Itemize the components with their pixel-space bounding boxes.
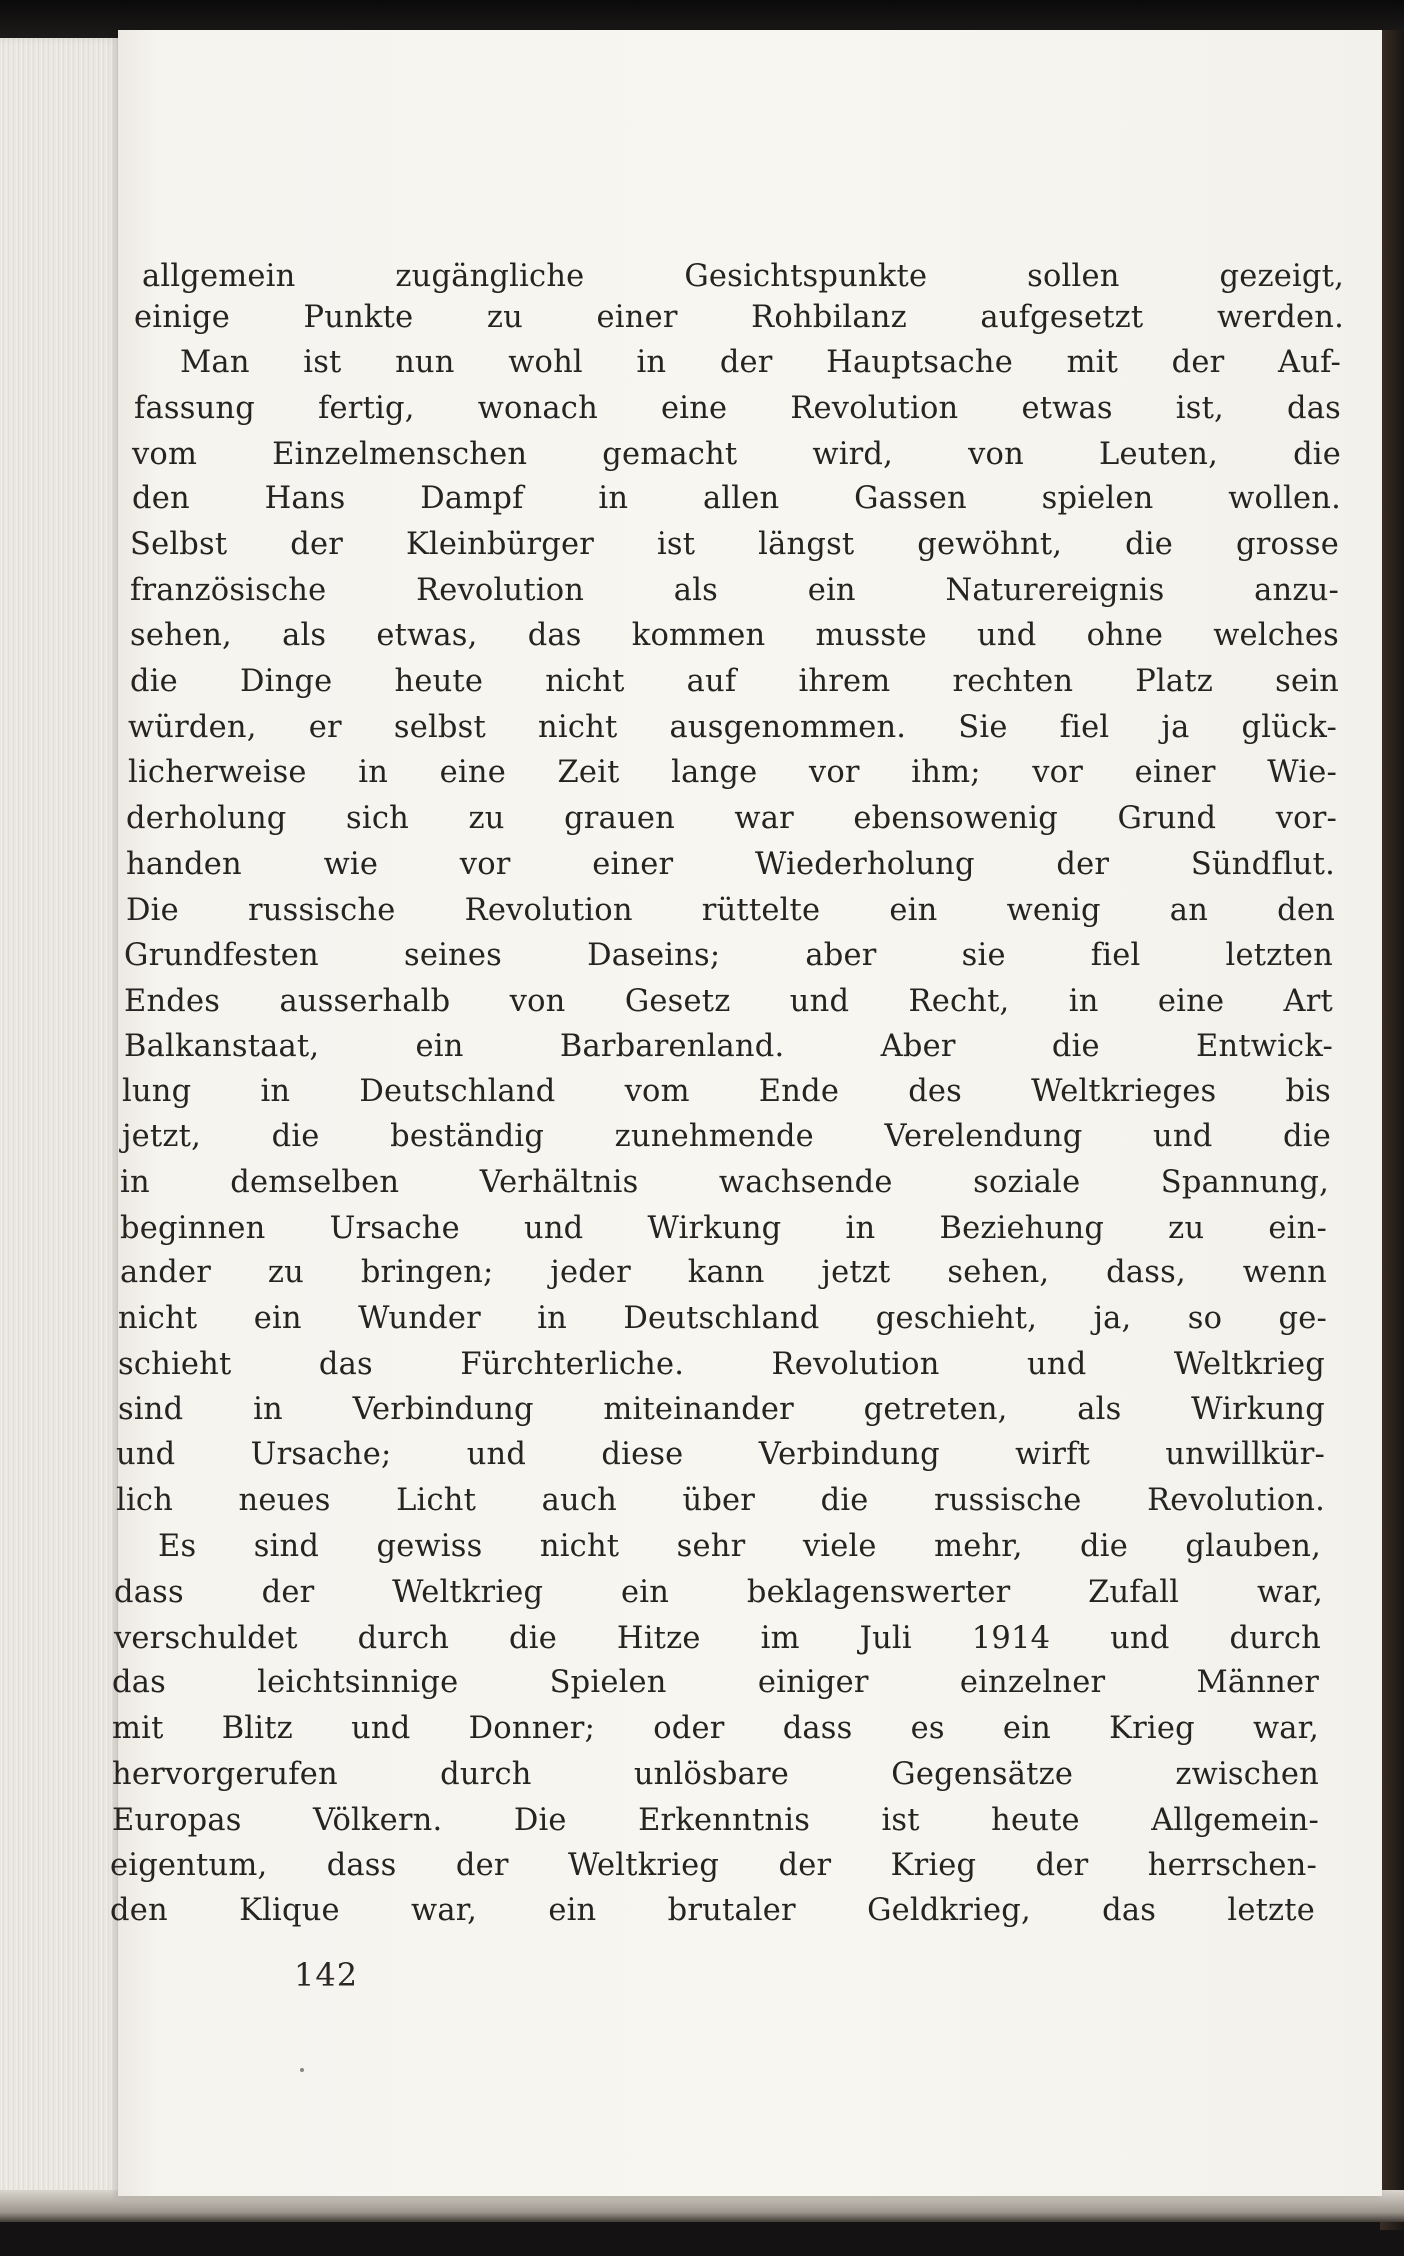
text-line: jetzt, die beständig zunehmende Verelendung und die	[122, 1119, 1331, 1154]
text-line: würden, er selbst nicht ausgenommen. Sie fiel ja glück-	[128, 710, 1337, 745]
text-line: allgemein zugängliche Gesichtspunkte sollen gezeigt,	[142, 259, 1344, 294]
text-line: licherweise in eine Zeit lange vor ihm; vor einer Wie-	[128, 755, 1337, 790]
text-line: die Dinge heute nicht auf ihrem rechten Platz sein	[130, 664, 1339, 699]
text-line: einige Punkte zu einer Rohbilanz aufgesetzt werden.	[134, 300, 1344, 335]
text-line: und Ursache; und diese Verbindung wirft unwillkür-	[116, 1437, 1325, 1472]
text-line: derholung sich zu grauen war ebensowenig Grund vor-	[126, 801, 1337, 836]
text-line: schieht das Fürchterliche. Revolution und Weltkrieg	[118, 1347, 1325, 1382]
text-line: eigentum, dass der Weltkrieg der Krieg der herrschen-	[110, 1848, 1317, 1883]
text-line: Europas Völkern. Die Erkenntnis ist heute Allgemein-	[112, 1803, 1319, 1838]
text-line: Grundfesten seines Daseins; aber sie fiel letzten	[124, 938, 1333, 973]
text-line: Selbst der Kleinbürger ist längst gewöhnt, die grosse	[130, 527, 1339, 562]
text-line: den Hans Dampf in allen Gassen spielen wollen.	[132, 481, 1341, 516]
text-line: nicht ein Wunder in Deutschland geschieht, ja, so ge-	[118, 1301, 1327, 1336]
text-line: lung in Deutschland vom Ende des Weltkrieges bis	[122, 1074, 1331, 1109]
text-line: beginnen Ursache und Wirkung in Beziehung zu ein-	[120, 1211, 1327, 1246]
text-line: Es sind gewiss nicht sehr viele mehr, die glauben,	[158, 1529, 1321, 1564]
dust-speck	[300, 2068, 304, 2072]
text-line: Die russische Revolution rüttelte ein wenig an den	[126, 893, 1335, 928]
stacked-page-edges	[0, 38, 122, 2218]
text-line: fassung fertig, wonach eine Revolution etwas ist, das	[134, 391, 1341, 426]
text-line: in demselben Verhältnis wachsende soziale Spannung,	[120, 1165, 1329, 1200]
text-line: lich neues Licht auch über die russische Revolution.	[116, 1483, 1325, 1518]
text-line: sehen, als etwas, das kommen musste und ohne welches	[130, 618, 1339, 653]
book-cover-edge	[1380, 30, 1404, 2230]
text-line: vom Einzelmenschen gemacht wird, von Leuten, die	[132, 437, 1341, 472]
text-line: sind in Verbindung miteinander getreten, als Wirkung	[118, 1392, 1325, 1427]
text-line: Endes ausserhalb von Gesetz und Recht, in eine Art	[124, 984, 1333, 1019]
text-line: dass der Weltkrieg ein beklagenswerter Zufall war,	[114, 1575, 1323, 1610]
text-line: mit Blitz und Donner; oder dass es ein Krieg war,	[112, 1711, 1319, 1746]
text-line: den Klique war, ein brutaler Geldkrieg, das letzte	[110, 1893, 1315, 1928]
text-line: verschuldet durch die Hitze im Juli 1914 und durch	[114, 1621, 1321, 1656]
text-line: handen wie vor einer Wiederholung der Sündflut.	[126, 847, 1335, 882]
text-line: hervorgerufen durch unlösbare Gegensätze zwischen	[112, 1757, 1319, 1792]
text-line: das leichtsinnige Spielen einiger einzelner Männer	[112, 1665, 1319, 1700]
text-line: Man ist nun wohl in der Hauptsache mit der Auf-	[180, 345, 1341, 380]
text-line: Balkanstaat, ein Barbarenland. Aber die Entwick-	[124, 1029, 1333, 1064]
page-number: 142	[294, 1956, 359, 1994]
text-line: französische Revolution als ein Naturereignis anzu-	[130, 573, 1339, 608]
text-line: ander zu bringen; jeder kann jetzt sehen, dass, wenn	[120, 1255, 1327, 1290]
